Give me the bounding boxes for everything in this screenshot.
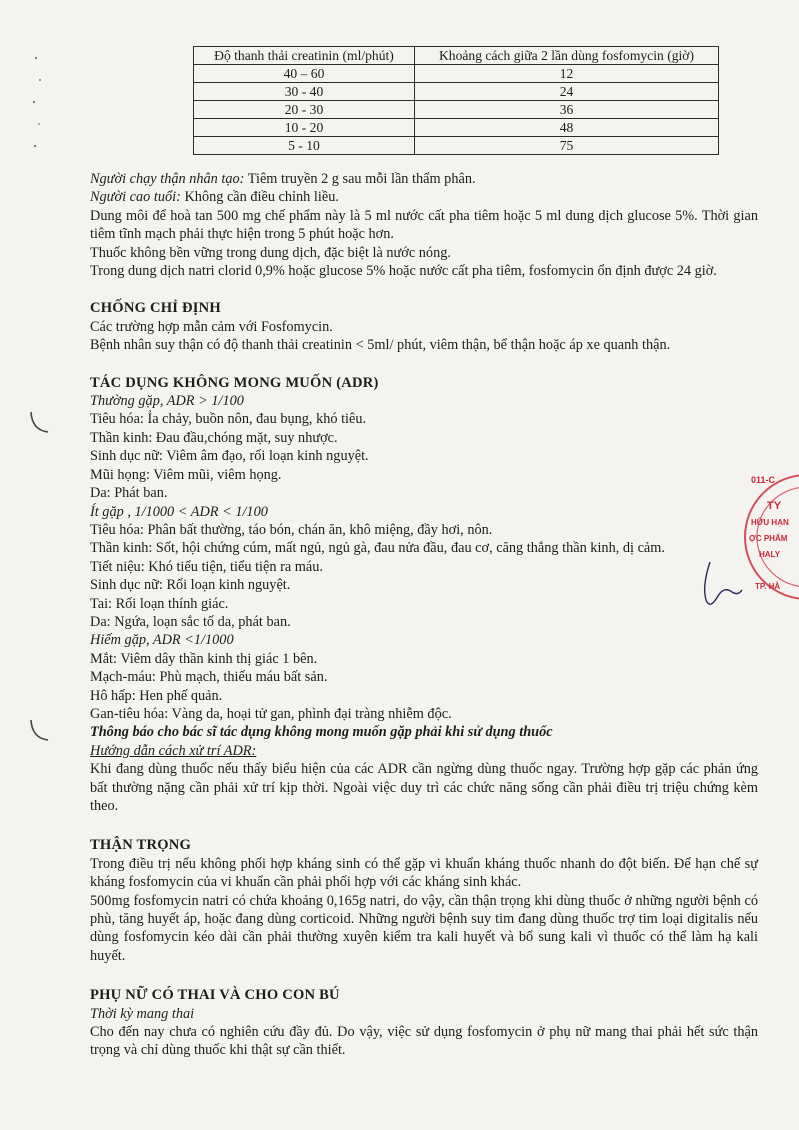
adr-item: Sinh dục nữ: Viêm âm đạo, rối loạn kinh nguyệt. — [90, 448, 369, 465]
table-cell: 10 - 20 — [194, 119, 415, 137]
adr-item: Tiết niệu: Khó tiểu tiện, tiểu tiện ra máu. — [90, 558, 323, 575]
adr-guide-text: Khi đang dùng thuốc nếu thấy biểu hiện của các ADR cần ngừng dùng thuốc ngay. Trường hợp gặp các phản ứng bất thường nặng cần phải xử trí kịp thời. Ngoài việc duy trì các chức năng sống cần phải điều trị triệu chứng kèm theo. — [90, 761, 758, 814]
stability-line: Thuốc không bền vững trong dung dịch, đặc biệt là nước nóng. — [90, 244, 451, 261]
stamp-line: 011-C — [751, 475, 776, 485]
stamp-line: TY — [767, 500, 782, 512]
adr-item: Da: Phát ban. — [90, 485, 168, 502]
scan-specks — [30, 50, 50, 160]
solvent-paragraph: Dung môi để hoà tan 500 mg chế phẩm này là 5 ml nước cất pha tiêm hoặc 5 ml dung dịch glucose 5%. Thời gian tiêm tĩnh mạch phải thực hiện trong 5 phút hoặc hơn. — [90, 207, 758, 243]
table-cell: 48 — [415, 119, 719, 137]
dialysis-text: Tiêm truyền 2 g sau mỗi lần thẩm phân. — [244, 171, 476, 187]
stamp-line: HỮU HẠN — [751, 518, 789, 527]
contra-line: Các trường hợp mẫn cảm với Fosfomycin. — [90, 318, 333, 335]
adr-item: Hô hấp: Hen phế quản. — [90, 687, 223, 704]
pregnancy-paragraph: Cho đến nay chưa có nghiên cứu đầy đủ. Do vậy, việc sử dụng fosfomycin ở phụ nữ mang thai phải hết sức thận trọng và chỉ dùng thuốc khi thật sự cần thiết. — [90, 1024, 758, 1059]
elderly-text: Không cần điều chỉnh liều. — [180, 189, 339, 206]
table-header-row — [194, 47, 719, 65]
table-cell: 24 — [415, 83, 719, 101]
adr-notice: Thông báo cho bác sĩ tác dụng không mong muốn gặp phải khi sử dụng thuốc — [90, 724, 553, 741]
dosing-interval-table — [193, 46, 719, 155]
caution-paragraph: 500mg fosfomycin natri có chứa khoảng 0,165g natri, do vậy, cần thận trọng khi dùng thuốc ở những người bệnh có phù, tăng huyết áp, hoặc đang dùng corticoid. Những người bệnh suy tim đang dùng thuốc trợ tim loại digitalis nếu dùng fosfomycin kéo dài cần phải thường xuyên kiểm tra kali huyết và bổ sung kali vì thuốc có thể làm hạ kali huyết. — [90, 892, 758, 964]
table-row — [194, 119, 719, 137]
stamp-line: HALY — [759, 550, 781, 559]
table-cell: 12 — [415, 65, 719, 83]
pregnancy-subheading: Thời kỳ mang thai — [90, 1005, 195, 1022]
adr-guide-label: Hướng dẫn cách xử trí ADR: — [90, 742, 257, 759]
binder-hole-bottom — [28, 716, 52, 746]
adr-rare-label: Hiếm gặp, ADR <1/1000 — [90, 632, 234, 649]
binder-hole-top — [28, 408, 52, 438]
table-cell: 20 - 30 — [194, 101, 415, 119]
adr-item: Sinh dục nữ: Rối loạn kinh nguyệt. — [90, 577, 291, 594]
column-header: Độ thanh thải creatinin (ml/phút) — [194, 47, 415, 65]
table-cell: 40 – 60 — [194, 65, 415, 83]
column-header: Khoảng cách giữa 2 lần dùng fosfomycin (giờ) — [415, 47, 719, 65]
adr-common-label: Thường gặp, ADR > 1/100 — [90, 393, 244, 410]
adr-uncommon-label: Ít gặp , 1/1000 < ADR < 1/100 — [90, 503, 268, 520]
section-heading-adr: TÁC DỤNG KHÔNG MONG MUỐN (ADR) — [90, 374, 379, 391]
caution-paragraph: Trong điều trị nếu không phối hợp kháng sinh có thể gặp vi khuẩn kháng thuốc nhanh do đột biến. Để hạn chế sự kháng fosfomycin của vi khuẩn cần phải phối hợp với các kháng sinh khác. — [90, 855, 758, 891]
adr-item: Tiêu hóa: Ỉa chảy, buồn nôn, đau bụng, khó tiêu. — [90, 411, 367, 428]
stability-paragraph: Trong dung dịch natri clorid 0,9% hoặc glucose 5% hoặc nước cất pha tiêm, fosfomycin ổn định được 24 giờ. — [90, 263, 717, 280]
contra-line: Bệnh nhân suy thận có độ thanh thải creatinin < 5ml/ phút, viêm thận, bể thận hoặc áp xe quanh thận. — [90, 337, 671, 354]
adr-item: Mũi họng: Viêm mũi, viêm họng. — [90, 466, 282, 483]
adr-item: Thần kinh: Sốt, hội chứng cúm, mất ngủ, ngủ gà, đau nửa đầu, đau cơ, căng thẳng thần kinh, dị cảm. — [90, 540, 665, 557]
table-row — [194, 83, 719, 101]
adr-item: Mắt: Viêm dây thần kinh thị giác 1 bên. — [90, 650, 318, 667]
stamp-line: TP. HÀ — [755, 582, 781, 591]
adr-item: Tiêu hóa: Phân bất thường, táo bón, chán ăn, khô miệng, đầy hơi, nôn. — [90, 521, 493, 538]
document-content — [90, 46, 758, 1060]
table-cell: 5 - 10 — [194, 137, 415, 155]
elderly-label: Người cao tuổi: — [90, 189, 181, 206]
adr-item: Mạch-máu: Phù mạch, thiếu máu bất sản. — [90, 669, 328, 686]
section-heading-caution: THẬN TRỌNG — [90, 837, 192, 854]
table-cell: 36 — [415, 101, 719, 119]
elderly-line — [90, 188, 758, 206]
section-heading-contraindications: CHỐNG CHỈ ĐỊNH — [90, 300, 221, 317]
table-cell: 30 - 40 — [194, 83, 415, 101]
stamp-line: ỢC PHẨM — [749, 534, 788, 543]
adr-item: Tai: Rối loạn thính giác. — [90, 595, 229, 612]
dialysis-label: Người chạy thận nhân tạo: — [90, 171, 245, 187]
adr-item: Gan-tiêu hóa: Vàng da, hoại tử gan, phình đại tràng nhiễm độc. — [90, 705, 452, 722]
dialysis-line — [90, 170, 758, 188]
section-heading-pregnancy: PHỤ NỮ CÓ THAI VÀ CHO CON BÚ — [90, 987, 340, 1004]
table-row — [194, 65, 719, 83]
table-row — [194, 101, 719, 119]
adr-item: Thần kinh: Đau đầu,chóng mặt, suy nhược. — [90, 429, 338, 446]
adr-item: Da: Ngứa, loạn sắc tố da, phát ban. — [90, 613, 291, 630]
table-row — [194, 137, 719, 155]
table-cell: 75 — [415, 137, 719, 155]
